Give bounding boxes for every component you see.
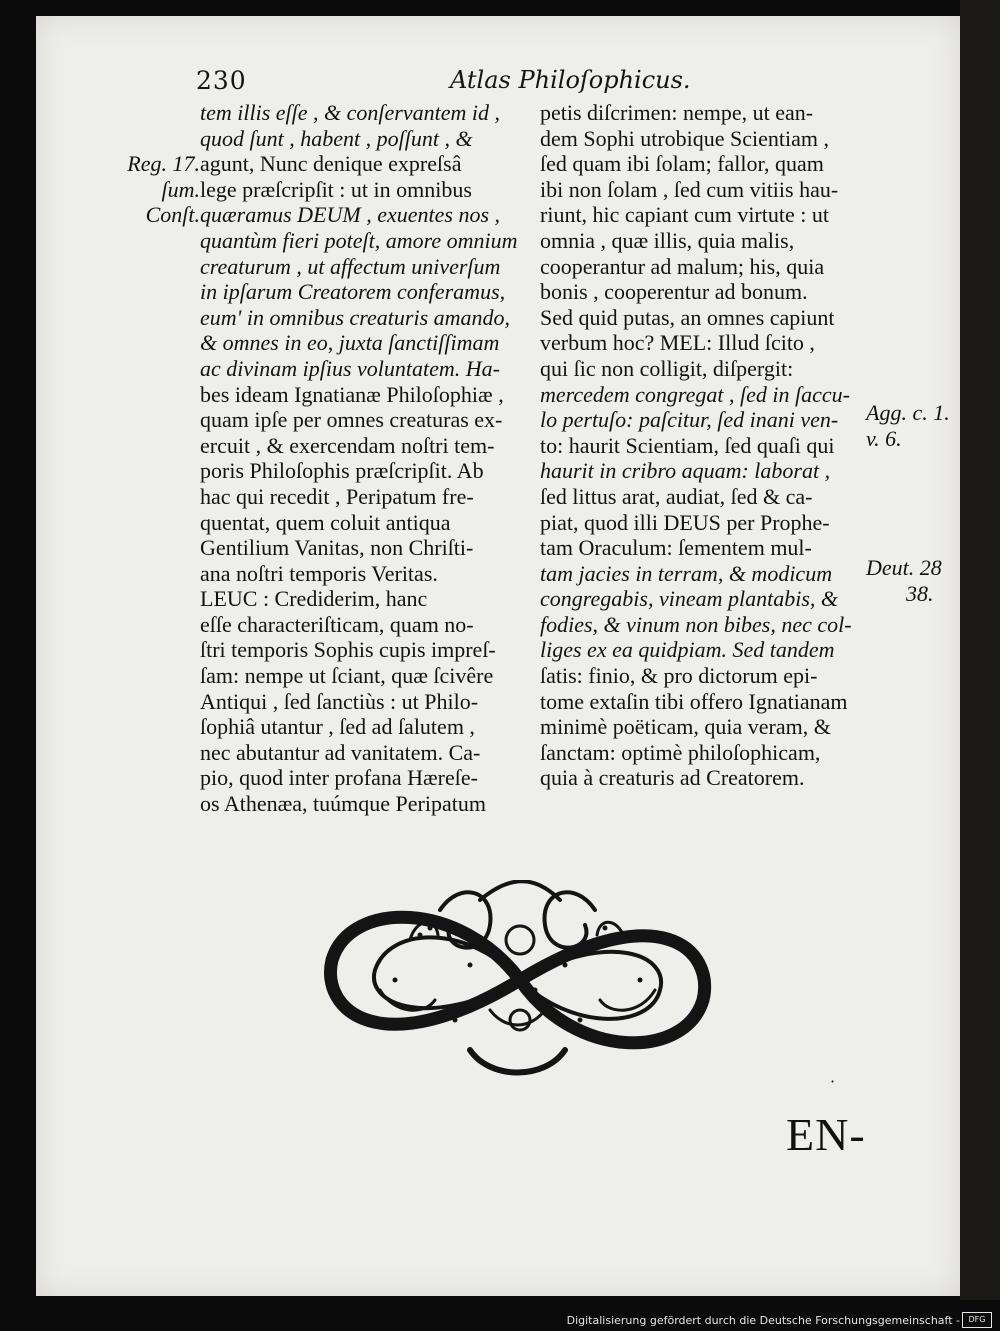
catchword: EN- — [786, 1109, 866, 1160]
text-line: piat, quod illi DEUS per Prophe- — [540, 509, 830, 535]
text-line: eſſe characteriſticam, quam no- — [200, 611, 474, 637]
margin-note-right-aggaeus — [866, 400, 950, 451]
text-line: riunt, hic capiant cum virtute : ut — [540, 202, 829, 228]
text-line: Gentilium Vanitas, non Chriſti- — [200, 535, 474, 561]
margin-note-line: 38. — [906, 580, 934, 606]
text-line: ibi non ſolam , ſed cum vitiis hau- — [540, 176, 839, 202]
text-line: quod ſunt , habent , poſſunt , & — [200, 125, 473, 151]
text-line: tem illis eſſe , & conſervantem id , — [200, 100, 500, 125]
text-line: ſed littus arat, audiat, ſed & ca- — [540, 483, 813, 509]
text-line: os Athenæa, tuúmque Peripatum — [200, 791, 486, 817]
digitization-credit: Digitalisierung gefördert durch die Deutsche Forschungsgemeinschaft - — [566, 1314, 960, 1327]
text-line: bes ideam Ignatianæ Philoſophiæ , — [200, 381, 504, 407]
text-line: tam jacies in terram, & modicum — [540, 560, 833, 586]
text-line: quam ipſe per omnes creaturas ex- — [200, 407, 503, 433]
text-line: tome extaſin tibi offero Ignatianam — [540, 688, 848, 714]
book-spine-edge — [960, 0, 1000, 1300]
text-line: quantùm fieri poteſt, amore omnium — [200, 227, 518, 253]
ink-speck: · — [830, 1072, 836, 1091]
text-line: ſanctam: optimè philoſophicam, — [540, 739, 821, 765]
text-line: tam Oraculum: ſementem mul- — [540, 535, 812, 561]
text-line: ſam: nempe ut ſciant, quæ ſcivêre — [200, 663, 494, 689]
text-column-right — [540, 100, 866, 791]
text-line: mercedem congregat , ſed in ſaccu- — [540, 381, 850, 407]
text-line: congregabis, vineam plantabis, & — [540, 586, 838, 612]
text-line: Sed quid putas, an omnes capiunt — [540, 304, 835, 330]
text-line: pio, quod inter profana Hæreſe- — [200, 765, 478, 791]
text-line: ſophiâ utantur , ſed ad ſalutem , — [200, 714, 475, 740]
text-line: lege præſcripſit : ut in omnibus — [200, 176, 472, 202]
text-line: in ipſarum Creatorem conferamus, — [200, 279, 506, 305]
text-line: quæramus DEUM , exuentes nos , — [200, 202, 501, 228]
text-line: bonis , cooperentur ad bonum. — [540, 279, 808, 305]
text-line: agunt, Nunc denique expreſsâ — [200, 151, 462, 177]
text-line: ſatis: finio, & pro dictorum epi- — [540, 663, 818, 689]
text-line: LEUC : Crediderim, hanc — [200, 586, 428, 612]
text-line: ana noſtri temporis Veritas. — [200, 560, 438, 586]
running-title: Atlas Philoſophicus. — [450, 66, 691, 94]
text-line: hac qui recedit , Peripatum fre- — [200, 483, 474, 509]
text-line: petis diſcrimen: nempe, ut ean- — [540, 100, 814, 125]
page-number: 230 — [196, 66, 247, 95]
text-line: liges ex ea quidpiam. Sed tandem — [540, 637, 835, 663]
page-header — [0, 60, 1000, 100]
text-line: to: haurit Scientiam, ſed quaſi qui — [540, 432, 835, 458]
text-line: lo pertuſo: paſcitur, ſed inani ven- — [540, 407, 839, 433]
text-line: poris Philoſophis præſcripſit. Ab — [200, 458, 484, 484]
margin-note-line: ſum. — [161, 176, 200, 202]
text-line: verbum hoc? MEL: Illud ſcito , — [540, 330, 815, 356]
dfg-logo: DFG — [962, 1312, 992, 1328]
text-column-left — [200, 100, 526, 817]
text-line: quentat, quem coluit antiqua — [200, 509, 451, 535]
text-line: nec abutantur ad vanitatem. Ca- — [200, 739, 481, 765]
text-line: & omnes in eo, juxta ſanctiſſimam — [200, 330, 500, 356]
margin-note-line: Conſt. — [145, 202, 200, 228]
text-line: cooperantur ad malum; his, quia — [540, 253, 825, 279]
text-line: fodies, & vinum non bibes, nec col- — [540, 611, 852, 637]
text-line: Antiqui , ſed ſanctiùs : ut Philo- — [200, 688, 479, 714]
text-line: eum' in omnibus creaturis amando, — [200, 304, 511, 330]
margin-note-line: Reg. 17. — [127, 151, 200, 176]
text-line: haurit in cribro aquam: laborat , — [540, 458, 831, 484]
margin-note-line: Deut. 28 — [866, 555, 942, 580]
text-line: ercuit , & exercendam noſtri tem- — [200, 432, 495, 458]
text-line: omnia , quæ illis, quia malis, — [540, 227, 795, 253]
text-line: minimè poëticam, quia veram, & — [540, 714, 831, 740]
margin-note-line: Agg. c. 1. — [866, 400, 950, 425]
margin-note-right-deuteronomy — [866, 555, 942, 606]
margin-note-left — [127, 151, 200, 228]
text-line: dem Sophi utrobique Scientiam , — [540, 125, 830, 151]
margin-note-line: v. 6. — [866, 425, 902, 451]
text-line: qui ſic non colligit, diſpergit: — [540, 355, 794, 381]
text-line: ac divinam ipſius voluntatem. Ha- — [200, 355, 501, 381]
decorative-flourish-ornament — [320, 880, 715, 1080]
text-line: ſed quam ibi ſolam; fallor, quam — [540, 151, 824, 177]
text-line: creaturum , ut affectum univerſum — [200, 253, 501, 279]
text-line: ſtri temporis Sophis cupis impreſ- — [200, 637, 496, 663]
text-line: quia à creaturis ad Creatorem. — [540, 765, 805, 791]
